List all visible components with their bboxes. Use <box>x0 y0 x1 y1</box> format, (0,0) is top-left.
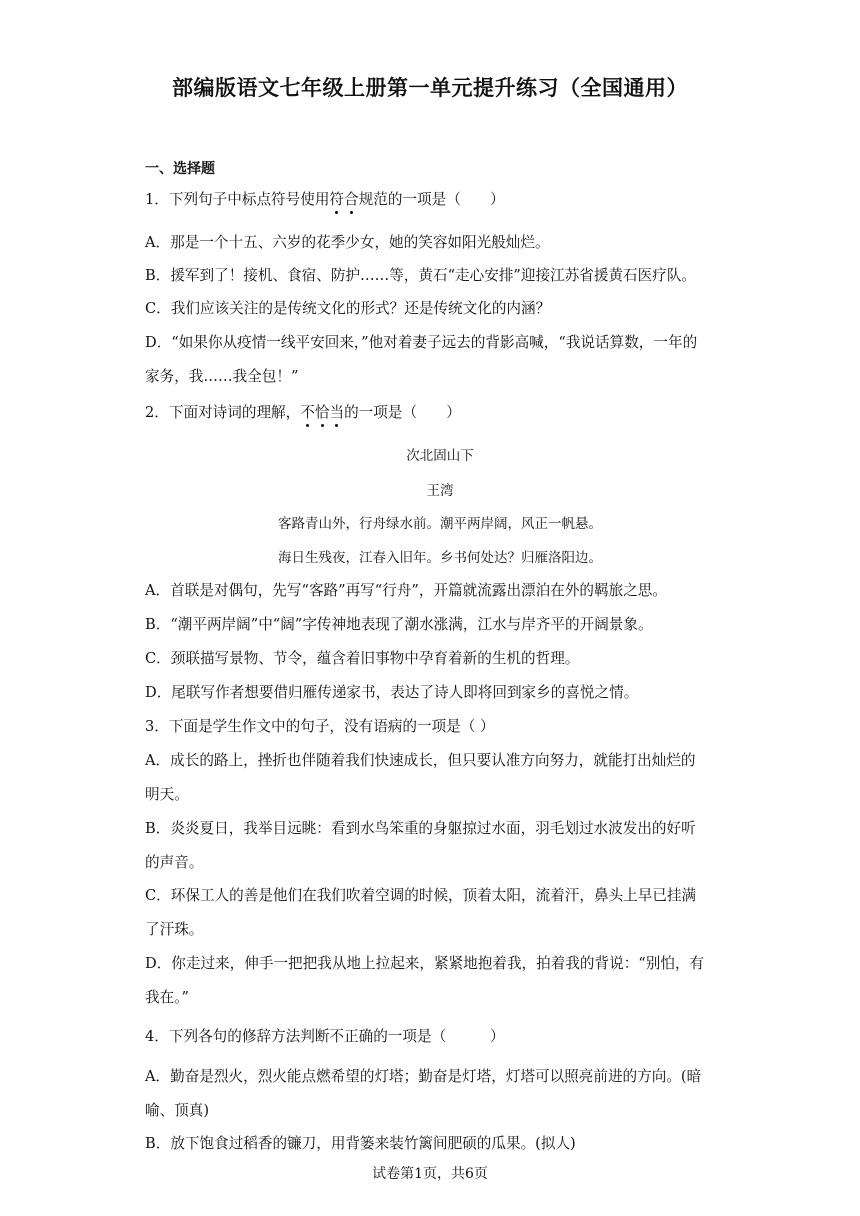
poem-line-2: 海日生残夜，江春入旧年。乡书何处达？归雁洛阳边。 <box>278 550 602 566</box>
emphasis-char: 恰 <box>314 404 330 421</box>
q3-option-b-line1: B．炎炎夏日，我举目远眺：看到水鸟笨重的身躯掠过水面，羽毛划过水波发出的好听 <box>145 820 696 837</box>
question-1-stem <box>145 188 505 209</box>
question-4-stem: 4．下列各句的修辞方法判断不正确的一项是（ ） <box>145 1028 505 1045</box>
question-1-stem-post: 规范的一项是（ ） <box>358 191 505 208</box>
q3-option-c-line1: C．环保工人的善是他们在我们吹着空调的时候，顶着太阳，流着汗，鼻头上早已挂满 <box>145 887 697 904</box>
emphasis-char: 合 <box>344 191 359 208</box>
q1-option-b: B．援军到了！接机、食宿、防护……等，黄石“走心安排”迎接江苏省援黄石医疗队。 <box>145 267 697 284</box>
q4-option-a-line2: 喻、顶真) <box>145 1102 210 1119</box>
q2-option-a: A．首联是对偶句，先写“客路”再写“行舟”，开篇就流露出漂泊在外的羁旅之思。 <box>145 582 667 599</box>
q1-option-c: C．我们应该关注的是传统文化的形式？还是传统文化的内涵？ <box>145 300 551 317</box>
question-1-stem-pre: 1．下列句子中标点符号使用 <box>145 191 330 208</box>
q3-option-a-line1: A．成长的路上，挫折也伴随着我们快速成长，但只要认准方向努力，就能打出灿烂的 <box>145 752 696 769</box>
question-3-stem: 3．下面是学生作文中的句子，没有语病的一项是（ ） <box>145 718 495 735</box>
q3-option-d-line1: D．你走过来，伸手一把把我从地上拉起来，紧紧地抱着我，拍着我的背说：“别怕，有 <box>145 955 705 972</box>
question-2-stem-pre: 2．下面对诗词的理解， <box>145 404 301 421</box>
q3-option-c-line2: 了汗珠。 <box>145 921 204 938</box>
q2-option-b: B．“潮平两岸阔”中“阔”字传神地表现了潮水涨满，江水与岸齐平的开阔景象。 <box>145 616 653 633</box>
poem-title: 次北固山下 <box>406 448 474 464</box>
page-footer: 试卷第1页，共6页 <box>372 1166 488 1182</box>
q1-option-d-line2: 家务，我……我全包！” <box>145 368 299 385</box>
q4-option-a-line1: A．勤奋是烈火，烈火能点燃希望的灯塔；勤奋是灯塔，灯塔可以照亮前进的方向。(暗 <box>145 1068 702 1085</box>
q3-option-b-line2: 的声音。 <box>145 854 204 871</box>
q3-option-a-line2: 明天。 <box>145 786 189 803</box>
q3-option-d-line2: 我在。” <box>145 989 189 1006</box>
q1-option-a: A．那是一个十五、六岁的花季少女，她的笑容如阳光般灿烂。 <box>145 234 550 251</box>
poem-line-1: 客路青山外，行舟绿水前。潮平两岸阔，风正一帆悬。 <box>278 516 602 532</box>
poem-author: 王湾 <box>426 483 454 499</box>
q2-option-c: C．颈联描写景物、节令，蕴含着旧事物中孕育着新的生机的哲理。 <box>145 650 580 667</box>
q1-option-d-line1: D．“如果你从疫情一线平安回来，”他对着妻子远去的背影高喊，“我说话算数，一年的 <box>145 334 698 351</box>
section-heading: 一、选择题 <box>145 161 215 177</box>
emphasis-char: 当 <box>329 404 345 421</box>
emphasis-char: 符 <box>329 191 345 208</box>
q2-option-d: D．尾联写作者想要借归雁传递家书，表达了诗人即将回到家乡的喜悦之情。 <box>145 684 639 701</box>
page-title: 部编版语文七年级上册第一单元提升练习（全国通用） <box>172 76 688 100</box>
emphasis-char: 不 <box>300 404 315 421</box>
q4-option-b: B．放下饱食过稻香的镰刀，用背篓来装竹篱间肥硕的瓜果。(拟人) <box>145 1135 576 1152</box>
question-2-stem <box>145 401 461 422</box>
question-2-stem-post: 的一项是（ ） <box>344 404 461 421</box>
